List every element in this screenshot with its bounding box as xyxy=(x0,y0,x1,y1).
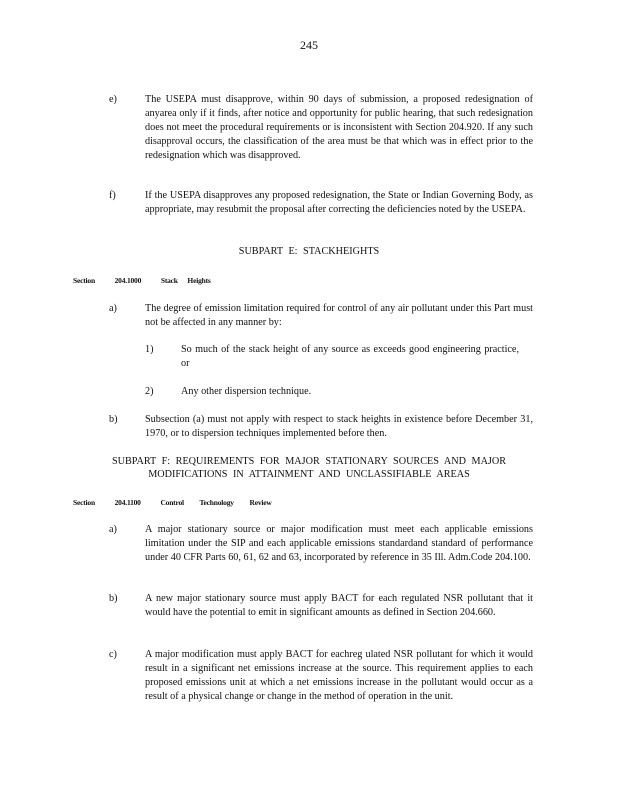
paragraph-text: If the USEPA disapproves any proposed redesignation, the State or Indian Governing Body, as appropriate, may resubmit the proposal after correcting the deficiencies noted by the USEPA. xyxy=(145,190,533,215)
paragraph-text: Subsection (a) must not apply with respect to stack heights in existence before December 31, 1970, or to dispersion techniques implemented before then. xyxy=(145,414,533,439)
paragraph-text: The USEPA must disapprove, within 90 days of submission, a proposed redesignation of anyarea only if it finds, after notice and opportunity for public hearing, that such redesignation does not meet the procedural requirements or is inconsistent with Section 204.920. If any such disapproval occurs, the classification of the area must be that which was in effect prior to the redesignation which was disapproved. xyxy=(145,94,533,161)
section-word: Section xyxy=(73,276,95,285)
paragraph-label: b) xyxy=(109,593,118,604)
subparagraph-text: Any other dispersion technique. xyxy=(181,386,312,397)
section-204-1000-heading xyxy=(73,276,211,285)
subpart-f-heading-line-1: SUBPART F: REQUIREMENTS FOR MAJOR STATIONARY SOURCES AND MAJOR xyxy=(111,456,507,467)
paragraph-text: A major modification must apply BACT for eachreg ulated NSR pollutant for which it would result in a significant net emissions increase at the source. This requirement applies to each proposed emissions unit at which a net emissions increase in the pollutant would occur as a result of a physical change or change in the method of operation in the unit. xyxy=(145,649,533,702)
subpart-e-heading: SUBPART E: STACKHEIGHTS xyxy=(238,246,380,257)
section-number: 204.1100 xyxy=(114,498,141,507)
paragraph-label: a) xyxy=(109,303,117,314)
subparagraph-label: 2) xyxy=(145,386,154,397)
subparagraph-label: 1) xyxy=(145,344,154,355)
paragraph-text: The degree of emission limitation required for control of any air pollutant under this Part must not be affected in any manner by: xyxy=(145,303,533,328)
paragraph-label: c) xyxy=(109,649,117,660)
subparagraph-text: So much of the stack height of any source as exceeds good engineering practice, or xyxy=(181,344,519,369)
paragraph-label: a) xyxy=(109,524,117,535)
paragraph-label: b) xyxy=(109,414,118,425)
section-number: 204.1000 xyxy=(114,276,142,285)
page-number: 245 xyxy=(300,38,318,52)
section-word: Section xyxy=(73,498,95,507)
section-204-1100-heading xyxy=(73,498,272,507)
paragraph-label: f) xyxy=(109,190,116,201)
section-title: Stack Heights xyxy=(160,276,211,285)
subpart-f-heading-line-2: MODIFICATIONS IN ATTAINMENT AND UNCLASSIFIABLE AREAS xyxy=(148,469,470,480)
paragraph-label: e) xyxy=(109,94,117,105)
section-title: Control Technology Review xyxy=(160,498,272,507)
paragraph-text: A new major stationary source must apply BACT for each regulated NSR pollutant that it would have the potential to emit in significant amounts as defined in Section 204.660. xyxy=(145,593,533,618)
paragraph-text: A major stationary source or major modification must meet each applicable emissions limitation under the SIP and each applicable emissions standardand standard of performance under 40 CFR Parts 60, 61, 62 and 63, incorporated by reference in 35 Ill. Adm.Code 204.100. xyxy=(145,524,533,563)
